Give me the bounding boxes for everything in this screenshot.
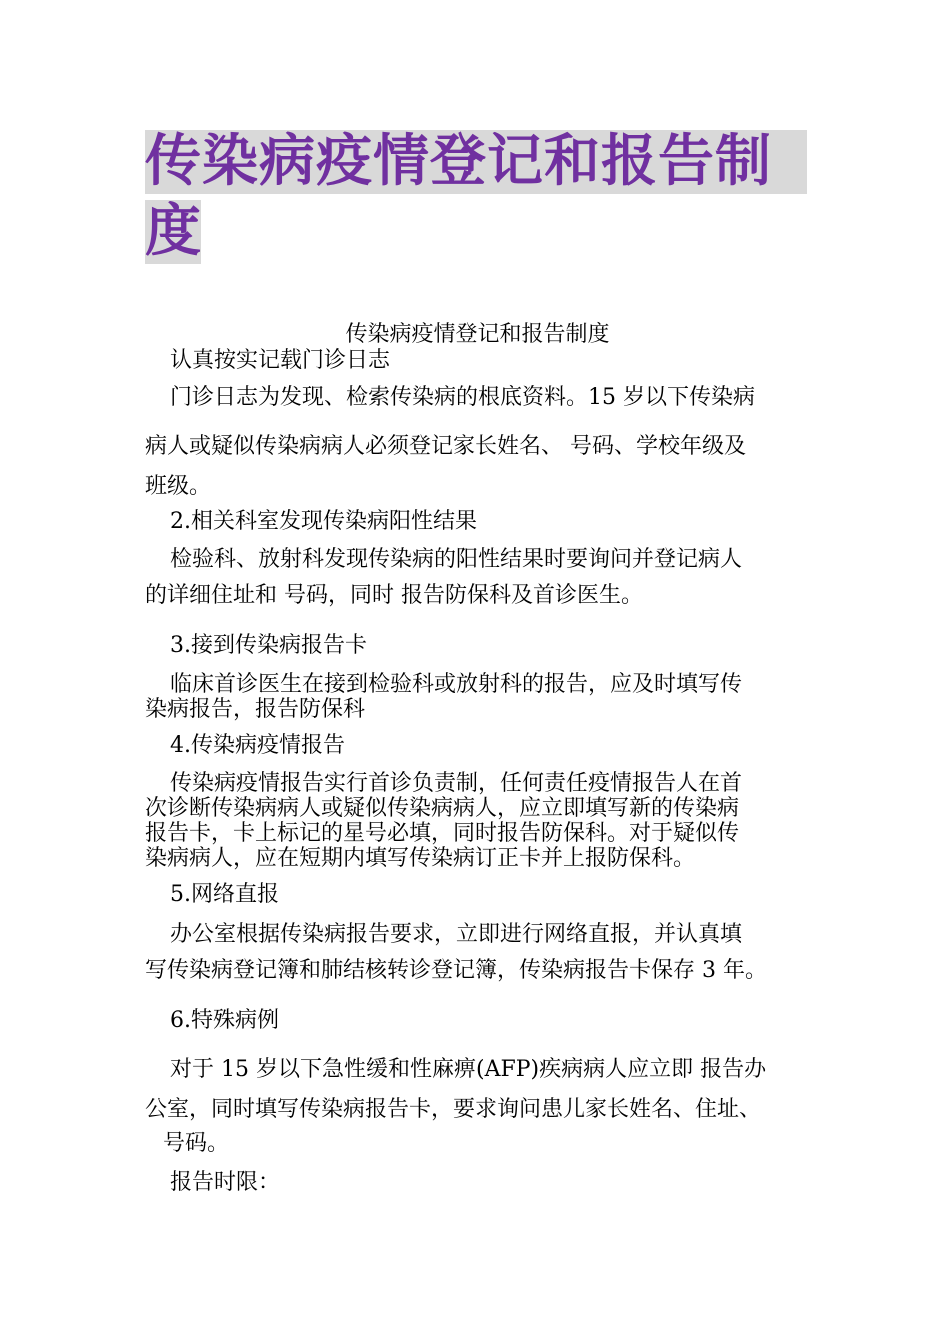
section-4-line-4: 染病病人，应在短期内填写传染病订正卡并上报防保科。 — [145, 846, 696, 871]
section-5-line-1: 办公室根据传染病报告要求，立即进行网络直报，并认真填 — [170, 922, 743, 947]
section-3-heading: 3.接到传染病报告卡 — [170, 633, 367, 658]
section-3-line-1: 临床首诊医生在接到检验科或放射科的报告，应及时填写传 — [170, 672, 743, 697]
section-6-line-1: 对于 15 岁以下急性缓和性麻痹(AFP)疾病病人应立即 报告办 — [170, 1057, 767, 1082]
document-title-line-1: 传染病疫情登记和报告制 — [145, 130, 807, 194]
section-4-heading: 4.传染病疫情报告 — [170, 733, 345, 758]
section-6-line-3: 号码。 — [163, 1131, 230, 1156]
section-5-line-2: 写传染病登记簿和肺结核转诊登记簿，传染病报告卡保存 3 年。 — [145, 958, 767, 983]
section-2-line-2: 的详细住址和 号码，同时 报告防保科及首诊医生。 — [145, 583, 643, 608]
section-2-heading: 2.相关科室发现传染病阳性结果 — [170, 509, 477, 534]
section-6-heading: 6.特殊病例 — [170, 1008, 279, 1033]
doc-heading: 传染病疫情登记和报告制度 — [345, 322, 610, 347]
section-3-line-2: 染病报告，报告防保科 — [145, 697, 366, 722]
section-4-line-1: 传染病疫情报告实行首诊负责制，任何责任疫情报告人在首 — [170, 771, 743, 796]
section-2-line-1: 检验科、放射科发现传染病的阳性结果时要询问并登记病人 — [170, 547, 743, 572]
section-4-line-2: 次诊断传染病病人或疑似传染病病人，应立即填写新的传染病 — [145, 796, 740, 821]
section-1-line-3: 班级。 — [145, 474, 212, 499]
section-1-line-2: 病人或疑似传染病病人必须登记家长姓名、 号码、学校年级及 — [145, 434, 746, 459]
section-4-line-3: 报告卡，卡上标记的星号必填，同时报告防保科。对于疑似传 — [145, 821, 740, 846]
section-6-line-2: 公室，同时填写传染病报告卡，要求询问患儿家长姓名、住址、 — [145, 1097, 762, 1122]
document-title-line-2: 度 — [145, 199, 201, 264]
section-5-heading: 5.网络直报 — [170, 882, 279, 907]
section-7-heading: 报告时限： — [170, 1170, 281, 1195]
section-1-heading: 认真按实记载门诊日志 — [170, 348, 391, 373]
section-1-line-1: 门诊日志为发现、检索传染病的根底资料。15 岁以下传染病 — [170, 385, 755, 410]
